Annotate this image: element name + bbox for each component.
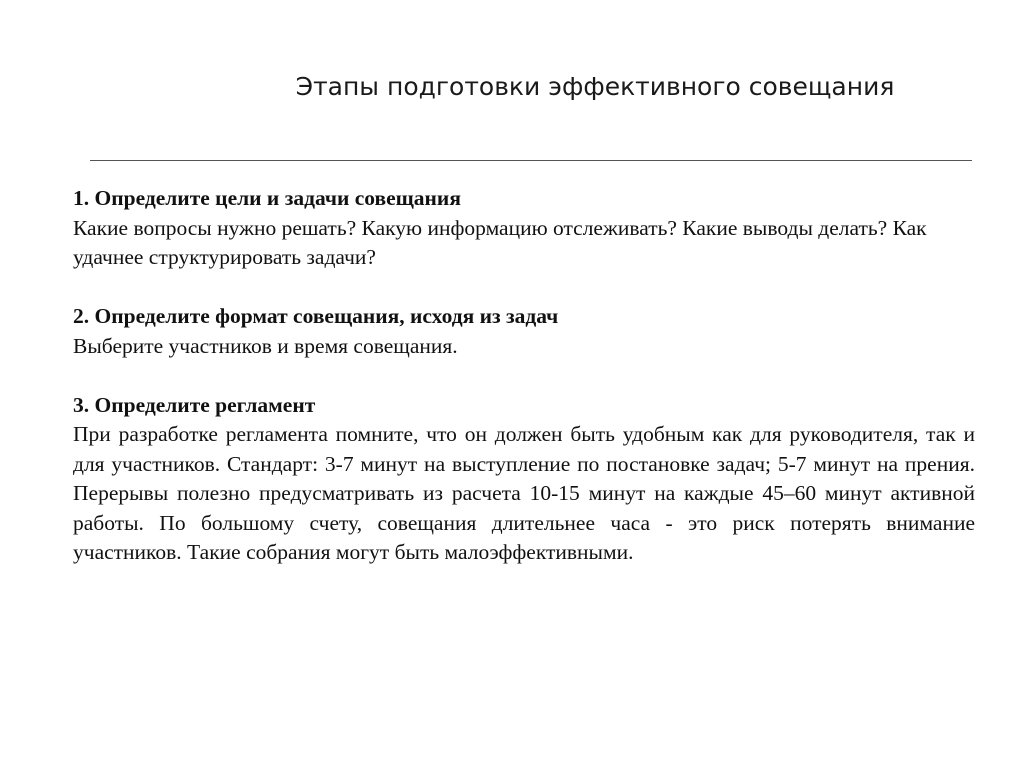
section-body: Выберите участников и время совещания. [73, 333, 458, 358]
section-body: Какие вопросы нужно решать? Какую информацию отслеживать? Какие выводы делать? Как удачнее структурировать задачи? [73, 215, 927, 269]
section-body: При разработке регламента помните, что он должен быть удобным как для руководителя, так и для участников. Стандарт: 3-7 минут на выступление по постановке задач; 5-7 минут на прения. Перерывы полезно предусматривать из расчета 10-15 минут на каждые 45–60 минут активной работы. По большому счету, совещания длительнее часа - это риск потерять внимание участников. Такие собрания могут быть малоэффективными. [73, 422, 975, 564]
section-format [73, 302, 975, 361]
section-goals [73, 184, 975, 273]
section-heading: 2. Определите формат совещания, исходя из задач [73, 304, 559, 328]
slide-title: Этапы подготовки эффективного совещания [295, 72, 895, 101]
section-regulations [73, 391, 975, 568]
title-divider [90, 160, 972, 161]
section-heading: 3. Определите регламент [73, 392, 316, 417]
slide-content [73, 184, 975, 597]
section-heading: 1. Определите цели и задачи совещания [73, 186, 461, 210]
